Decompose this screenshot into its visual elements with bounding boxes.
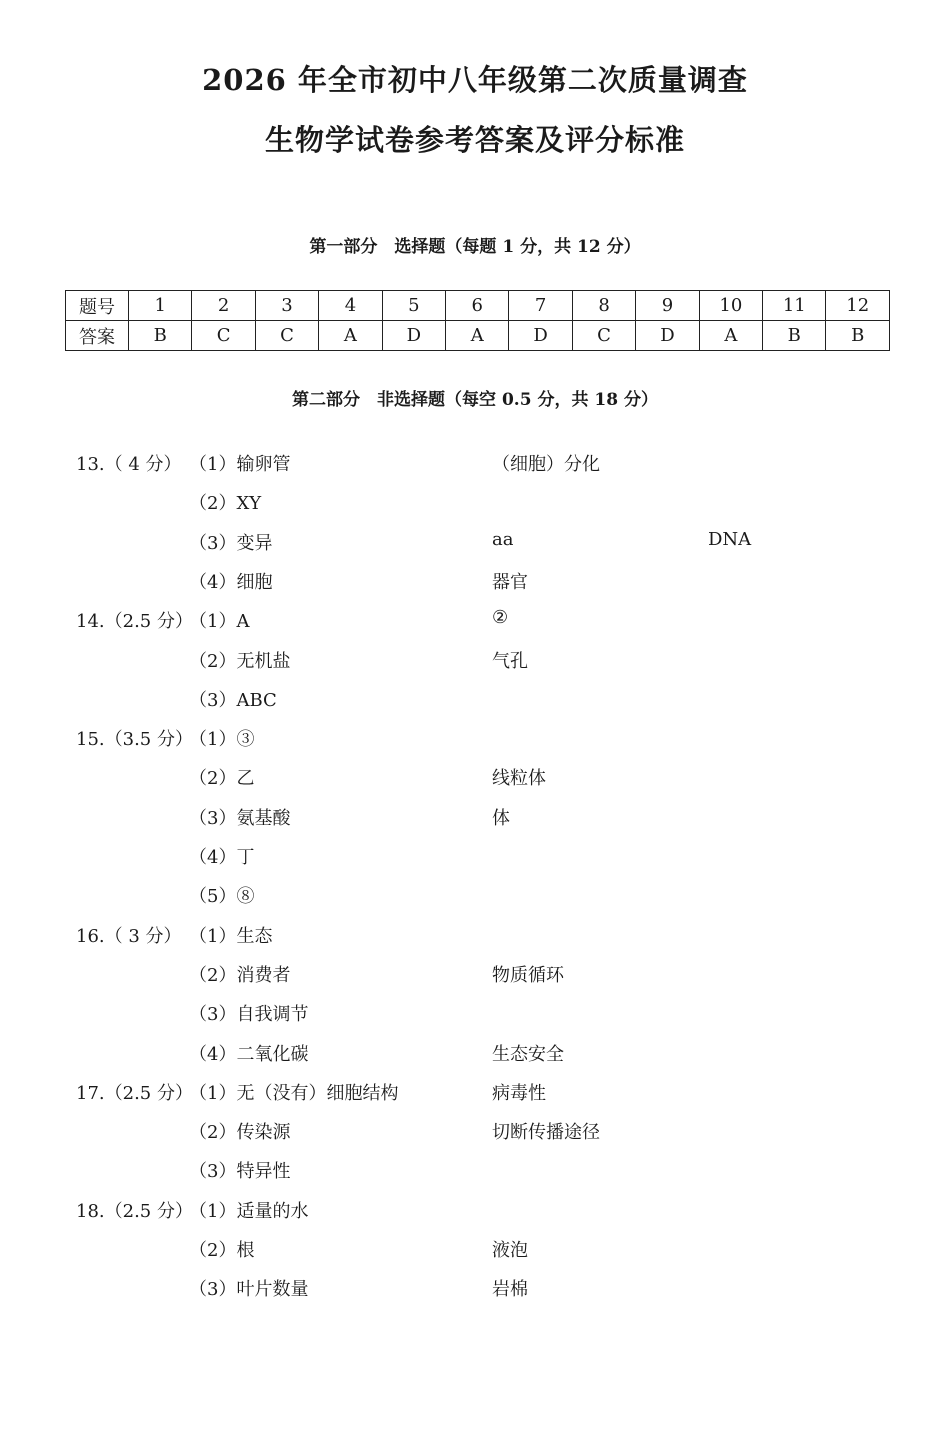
answer-cell: B bbox=[129, 321, 192, 351]
document-title-line2: 生物学试卷参考答案及评分标准 bbox=[264, 123, 685, 157]
part2-heading: 第二部分 非选择题（每空 0.5 分，共 18 分） bbox=[292, 390, 658, 410]
sub-answer-primary: （3）自我调节 bbox=[189, 1004, 309, 1026]
answer-cell: C bbox=[255, 321, 318, 351]
sub-answer-tertiary: DNA bbox=[708, 528, 752, 550]
sub-answer-secondary: 气孔 bbox=[492, 650, 528, 672]
sub-answer-primary: （1）适量的水 bbox=[189, 1200, 309, 1222]
answer-cell: B bbox=[826, 321, 890, 351]
question-number-cell: 11 bbox=[763, 291, 826, 321]
answer-cell: C bbox=[192, 321, 255, 351]
question-number-cell: 5 bbox=[382, 291, 445, 321]
answer-cell: B bbox=[763, 321, 826, 351]
answer-cell: A bbox=[699, 321, 762, 351]
question-number-cell: 8 bbox=[572, 291, 635, 321]
sub-answer-secondary: 岩棉 bbox=[492, 1279, 528, 1301]
sub-answer-primary: （3）特异性 bbox=[189, 1161, 291, 1183]
sub-answer-primary: （2）乙 bbox=[189, 768, 255, 790]
sub-answer-primary: （2）无机盐 bbox=[189, 650, 291, 672]
sub-answer-primary: （3）变异 bbox=[189, 532, 273, 554]
question-number-cell: 1 bbox=[129, 291, 192, 321]
multiple-choice-answer-table bbox=[65, 290, 890, 351]
document-title-line1: 2026 年全市初中八年级第二次质量调查 bbox=[202, 63, 748, 97]
question-number-cell: 2 bbox=[192, 291, 255, 321]
sub-answer-primary: （5）⑧ bbox=[189, 886, 255, 908]
question-number-cell: 10 bbox=[699, 291, 762, 321]
sub-answer-primary: （2）传染源 bbox=[189, 1122, 291, 1144]
sub-answer-primary: （1）A bbox=[189, 611, 250, 633]
sub-answer-primary: （2）根 bbox=[189, 1240, 255, 1261]
question-number-cell: 3 bbox=[255, 291, 318, 321]
question-number-label: 17.（2.5 分） bbox=[76, 1082, 193, 1104]
sub-answer-secondary: 生态安全 bbox=[492, 1043, 564, 1065]
sub-answer-secondary: 器官 bbox=[492, 571, 528, 593]
sub-answer-secondary: 液泡 bbox=[492, 1240, 528, 1261]
answer-row bbox=[66, 321, 890, 351]
sub-answer-primary: （4）细胞 bbox=[189, 571, 273, 593]
sub-answer-primary: （3）氨基酸 bbox=[189, 807, 291, 829]
sub-answer-secondary: 病毒性 bbox=[492, 1082, 546, 1104]
sub-answer-secondary: aa bbox=[492, 528, 514, 550]
question-number-cell: 4 bbox=[319, 291, 382, 321]
question-number-label: 18.（2.5 分） bbox=[76, 1200, 193, 1222]
answer-cell: D bbox=[382, 321, 445, 351]
sub-answer-primary: （3）叶片数量 bbox=[189, 1279, 309, 1301]
sub-answer-primary: （1）输卵管 bbox=[189, 454, 291, 475]
sub-answer-secondary: ② bbox=[492, 607, 509, 629]
row-header-answer: 答案 bbox=[66, 321, 129, 351]
answer-cell: C bbox=[572, 321, 635, 351]
sub-answer-primary: （2）XY bbox=[189, 493, 262, 515]
question-number-cell: 12 bbox=[826, 291, 890, 321]
question-number-label: 13.（ 4 分） bbox=[76, 454, 182, 475]
question-number-label: 15.（3.5 分） bbox=[76, 729, 193, 751]
question-number-cell: 6 bbox=[446, 291, 509, 321]
sub-answer-secondary: 切断传播途径 bbox=[492, 1122, 600, 1144]
sub-answer-primary: （3）ABC bbox=[189, 689, 277, 711]
answer-cell: A bbox=[446, 321, 509, 351]
question-number-label: 14.（2.5 分） bbox=[76, 611, 193, 633]
sub-answer-secondary: 线粒体 bbox=[492, 768, 546, 790]
sub-answer-primary: （1）③ bbox=[189, 729, 255, 751]
part1-heading: 第一部分 选择题（每题 1 分，共 12 分） bbox=[309, 237, 641, 257]
answer-cell: A bbox=[319, 321, 382, 351]
row-header-question: 题号 bbox=[66, 291, 129, 321]
question-number-cell: 7 bbox=[509, 291, 572, 321]
answer-cell: D bbox=[509, 321, 572, 351]
sub-answer-primary: （1）无（没有）细胞结构 bbox=[189, 1082, 399, 1104]
sub-answer-secondary: （细胞）分化 bbox=[492, 454, 600, 475]
sub-answer-primary: （1）生态 bbox=[189, 925, 273, 947]
question-number-cell: 9 bbox=[636, 291, 699, 321]
sub-answer-secondary: 体 bbox=[492, 807, 510, 829]
sub-answer-primary: （2）消费者 bbox=[189, 964, 291, 986]
sub-answer-primary: （4）二氧化碳 bbox=[189, 1043, 309, 1065]
answer-cell: D bbox=[636, 321, 699, 351]
question-number-row bbox=[66, 291, 890, 321]
sub-answer-secondary: 物质循环 bbox=[492, 964, 564, 986]
sub-answer-primary: （4）丁 bbox=[189, 847, 255, 868]
question-number-label: 16.（ 3 分） bbox=[76, 925, 182, 947]
